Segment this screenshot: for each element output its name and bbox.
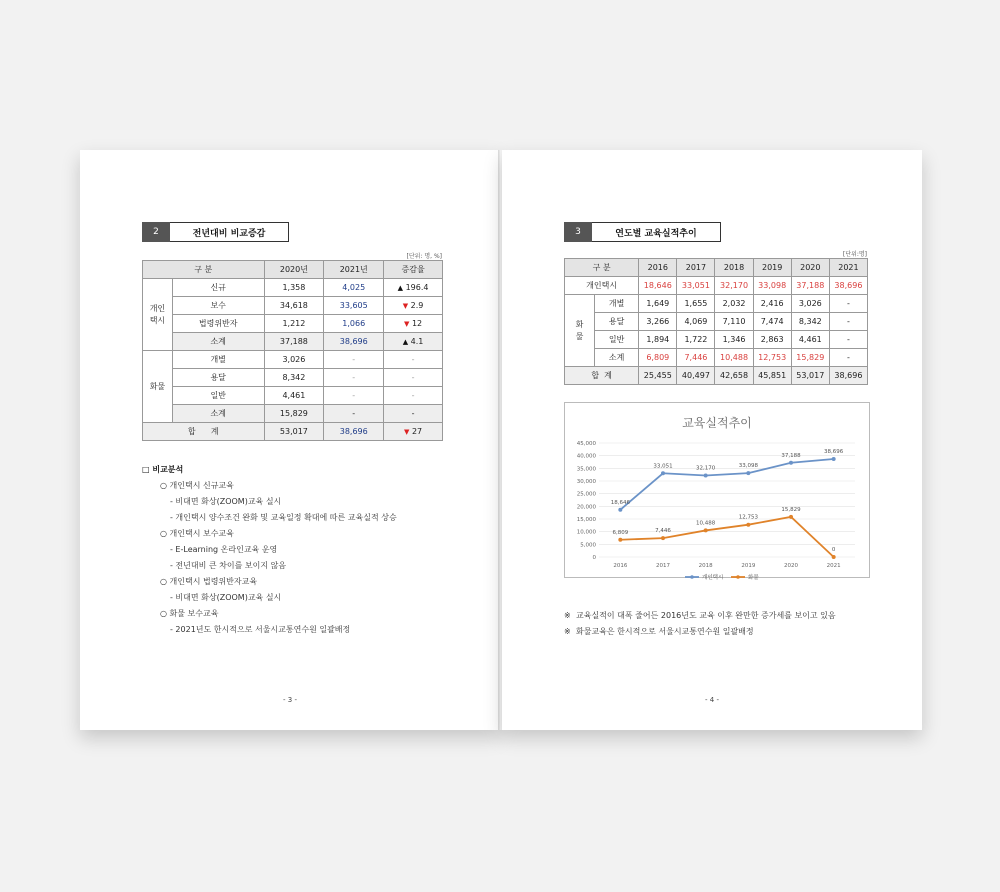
table-row <box>565 331 868 349</box>
data-point <box>661 536 665 540</box>
yearly-table <box>564 258 868 385</box>
table-row <box>565 313 868 331</box>
left-page <box>80 150 500 730</box>
data-point <box>789 515 793 519</box>
analysis-sub: - 개인택시 양수조건 완화 및 교육일정 확대에 따른 교육실적 상승 <box>170 513 397 522</box>
cell: 53,017 <box>791 367 829 385</box>
data-label: 0 <box>831 547 836 553</box>
row-label: 개별 <box>595 295 639 313</box>
row-label: 개별 <box>172 351 264 369</box>
analysis-item: ○ 개인택시 신규교육 <box>160 481 234 490</box>
table-row <box>143 297 443 315</box>
cell: 45,851 <box>753 367 791 385</box>
table-row <box>143 279 443 297</box>
data-point <box>704 528 708 532</box>
change-cell <box>384 333 443 351</box>
row-label: 신규 <box>172 279 264 297</box>
cell: 42,658 <box>715 367 753 385</box>
cell: 38,696 <box>829 367 867 385</box>
series-line <box>620 459 833 510</box>
header-year: 2021 <box>829 259 867 277</box>
y-tick-label: 45,000 <box>576 441 596 447</box>
cell: 18,646 <box>639 277 677 295</box>
analysis-item: ○ 개인택시 법령위반자교육 <box>160 577 258 586</box>
cell: 12,753 <box>753 349 791 367</box>
cell: - <box>324 351 384 369</box>
cell: 3,266 <box>639 313 677 331</box>
analysis-item: ○ 개인택시 보수교육 <box>160 529 234 538</box>
group-cargo: 화 물 <box>565 295 595 367</box>
header-year: 2018 <box>715 259 753 277</box>
cell: 7,474 <box>753 313 791 331</box>
y-tick-label: 30,000 <box>576 479 596 485</box>
section-number: 2 <box>142 222 170 242</box>
row-label: 개인택시 <box>565 277 639 295</box>
cell: 3,026 <box>791 295 829 313</box>
data-label: 18,646 <box>610 499 630 506</box>
x-tick-label: 2017 <box>656 563 670 569</box>
change-cell <box>384 423 443 441</box>
cell: 2,416 <box>753 295 791 313</box>
section-number: 3 <box>564 222 592 242</box>
cell: - <box>324 387 384 405</box>
header-year: 2020 <box>791 259 829 277</box>
row-label: 일반 <box>172 387 264 405</box>
table-total-row <box>565 367 868 385</box>
cell: 2,032 <box>715 295 753 313</box>
comparison-table <box>142 260 443 441</box>
table-row <box>143 369 443 387</box>
cell: 4,461 <box>791 331 829 349</box>
note-item <box>564 624 870 640</box>
cell: 10,488 <box>715 349 753 367</box>
cell: 33,051 <box>677 277 715 295</box>
analysis-sub: - 비대면 화상(ZOOM)교육 실시 <box>170 497 282 506</box>
legend-marker <box>736 575 740 579</box>
change-cell <box>384 279 443 297</box>
header-year: 2019 <box>753 259 791 277</box>
cell: 34,618 <box>264 297 324 315</box>
row-label: 법령위반자 <box>172 315 264 333</box>
cell: 38,696 <box>324 333 384 351</box>
cell: 2,863 <box>753 331 791 349</box>
row-label: 용달 <box>172 369 264 387</box>
x-tick-label: 2016 <box>613 563 628 569</box>
section-heading: 연도별 교육실적추이 <box>592 222 721 242</box>
x-tick-label: 2018 <box>698 563 713 569</box>
cell: - <box>384 351 443 369</box>
cell: - <box>324 369 384 387</box>
data-point <box>661 471 665 475</box>
data-label: 38,696 <box>824 448 844 455</box>
header-change: 증감율 <box>384 261 443 279</box>
row-label: 일반 <box>595 331 639 349</box>
row-label: 소계 <box>595 349 639 367</box>
data-point <box>832 555 836 559</box>
cell: 40,497 <box>677 367 715 385</box>
cell: 38,696 <box>324 423 384 441</box>
chart-title: 교육실적추이 <box>682 416 752 430</box>
cell: 33,605 <box>324 297 384 315</box>
cell: - <box>384 369 443 387</box>
table-row <box>565 349 868 367</box>
data-label: 15,829 <box>781 506 801 513</box>
cell: 53,017 <box>264 423 324 441</box>
chart-canvas <box>565 403 869 581</box>
row-label: 소계 <box>172 333 264 351</box>
down-triangle-icon: ▼ <box>404 428 410 436</box>
cell: - <box>829 295 867 313</box>
cell: 33,098 <box>753 277 791 295</box>
y-tick-label: 25,000 <box>576 491 596 498</box>
section-heading: 전년대비 비교증감 <box>170 222 289 242</box>
change-cell <box>384 315 443 333</box>
change-value: 4.1 <box>410 337 424 346</box>
analysis-section <box>142 462 397 638</box>
header-category: 구 분 <box>143 261 265 279</box>
change-value: 196.4 <box>405 283 429 292</box>
data-point <box>618 538 622 542</box>
change-value: 27 <box>411 427 423 436</box>
cell: 7,446 <box>677 349 715 367</box>
note-mark: ※ <box>564 627 571 636</box>
cell: 1,212 <box>264 315 324 333</box>
table-total-row <box>143 423 443 441</box>
change-cell <box>384 297 443 315</box>
cell: 1,358 <box>264 279 324 297</box>
cell: 37,188 <box>264 333 324 351</box>
legend-label: 개인택시 <box>702 575 724 581</box>
line-chart <box>564 402 870 581</box>
cell: - <box>829 349 867 367</box>
cell: - <box>384 405 443 423</box>
cell: 3,026 <box>264 351 324 369</box>
note-item <box>564 608 870 624</box>
x-tick-label: 2020 <box>784 563 798 569</box>
y-tick-label: 10,000 <box>576 529 596 536</box>
cell: - <box>384 387 443 405</box>
y-tick-label: 0 <box>592 555 596 561</box>
analysis-item: ○ 화물 보수교육 <box>160 609 219 618</box>
table-row <box>565 277 868 295</box>
header-2021: 2021년 <box>324 261 384 279</box>
cell: - <box>829 331 867 349</box>
cell: 6,809 <box>639 349 677 367</box>
cell: - <box>324 405 384 423</box>
table-header-row <box>565 259 868 277</box>
y-tick-label: 15,000 <box>576 517 596 523</box>
data-label: 6,809 <box>612 529 629 536</box>
cell: 4,461 <box>264 387 324 405</box>
cell: 32,170 <box>715 277 753 295</box>
cell: 38,696 <box>829 277 867 295</box>
data-label: 33,051 <box>653 463 673 470</box>
data-point <box>704 474 708 478</box>
page-number: - 4 - <box>705 696 719 704</box>
cell: 25,455 <box>639 367 677 385</box>
y-tick-label: 40,000 <box>576 453 596 460</box>
cell: 1,649 <box>639 295 677 313</box>
series-line <box>620 514 833 557</box>
data-label: 12,753 <box>738 514 758 521</box>
analysis-sub: - E-Learning 온라인교육 운영 <box>170 545 278 554</box>
change-value: 2.9 <box>410 301 424 310</box>
row-label: 용달 <box>595 313 639 331</box>
data-point <box>832 457 836 461</box>
page-number: - 3 - <box>283 696 297 704</box>
section-title-3 <box>564 222 721 242</box>
notes <box>564 608 870 640</box>
data-label: 7,446 <box>655 528 671 535</box>
table-header-row <box>143 261 443 279</box>
analysis-heading: □ 비교분석 <box>142 465 184 474</box>
note-text: 교육실적이 대폭 줄어든 2016년도 교육 이후 완만한 증가세를 보이고 있음 <box>576 611 836 620</box>
cell: 1,722 <box>677 331 715 349</box>
cell: 8,342 <box>264 369 324 387</box>
cell: 4,025 <box>324 279 384 297</box>
cell: 37,188 <box>791 277 829 295</box>
note-mark: ※ <box>564 611 571 620</box>
up-triangle-icon: ▲ <box>402 338 409 346</box>
cell: - <box>829 313 867 331</box>
analysis-sub: - 2021년도 한시적으로 서울시교통연수원 일괄배정 <box>170 625 351 634</box>
table-row <box>143 351 443 369</box>
change-value: 12 <box>411 319 423 328</box>
cell: 1,066 <box>324 315 384 333</box>
cell: 15,829 <box>791 349 829 367</box>
header-year: 2017 <box>677 259 715 277</box>
data-point <box>746 523 750 527</box>
row-label: 보수 <box>172 297 264 315</box>
cell: 1,894 <box>639 331 677 349</box>
data-point <box>618 508 622 512</box>
analysis-sub: - 전년대비 큰 차이를 보이지 않음 <box>170 561 287 570</box>
data-label: 33,098 <box>738 463 758 470</box>
note-text: 화물교육은 한시적으로 서울시교통연수원 일괄배정 <box>576 627 754 636</box>
table-row <box>565 295 868 313</box>
header-category: 구 분 <box>565 259 639 277</box>
legend-marker <box>690 575 694 579</box>
section-title-2 <box>142 222 289 242</box>
cell: 1,655 <box>677 295 715 313</box>
analysis-sub: - 비대면 화상(ZOOM)교육 실시 <box>170 593 282 602</box>
table-row <box>143 315 443 333</box>
table-row <box>143 333 443 351</box>
cell: 8,342 <box>791 313 829 331</box>
y-tick-label: 5,000 <box>580 542 596 549</box>
table-row <box>143 405 443 423</box>
header-2020: 2020년 <box>264 261 324 279</box>
cell: 7,110 <box>715 313 753 331</box>
down-triangle-icon: ▼ <box>404 320 410 328</box>
header-year: 2016 <box>639 259 677 277</box>
x-tick-label: 2021 <box>826 563 841 569</box>
group-cargo: 화물 <box>143 351 173 423</box>
total-label: 합 계 <box>143 423 265 441</box>
legend-label: 화물 <box>748 575 759 581</box>
unit-label: [단위: 명, %] <box>406 253 442 260</box>
cell: 15,829 <box>264 405 324 423</box>
group-taxi: 개인 택시 <box>143 279 173 351</box>
right-page <box>502 150 922 730</box>
y-tick-label: 35,000 <box>576 466 596 473</box>
up-triangle-icon: ▲ <box>397 284 404 292</box>
data-label: 10,488 <box>696 520 716 527</box>
x-tick-label: 2019 <box>741 563 756 569</box>
data-point <box>746 471 750 475</box>
cell: 4,069 <box>677 313 715 331</box>
data-label: 37,188 <box>781 452 801 459</box>
unit-label: [단위:명] <box>842 251 867 258</box>
down-triangle-icon: ▼ <box>402 302 409 310</box>
row-label: 소계 <box>172 405 264 423</box>
data-point <box>789 461 793 465</box>
data-label: 32,170 <box>696 465 716 472</box>
y-tick-label: 20,000 <box>576 504 596 511</box>
table-row <box>143 387 443 405</box>
total-label: 합 계 <box>565 367 639 385</box>
cell: 1,346 <box>715 331 753 349</box>
